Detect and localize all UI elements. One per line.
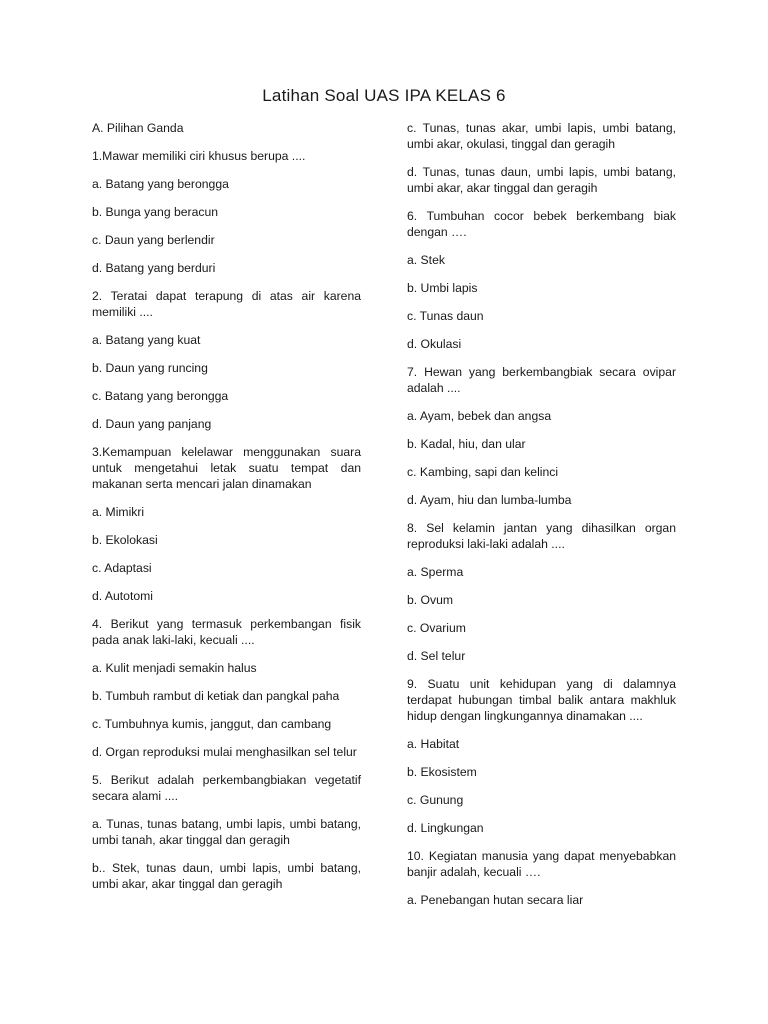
option-4d: d. Organ reproduksi mulai menghasilkan sel telur xyxy=(92,745,357,759)
section-heading: A. Pilihan Ganda xyxy=(92,121,184,135)
option-4a: a. Kulit menjadi semakin halus xyxy=(92,661,257,675)
option-8a: a. Sperma xyxy=(407,565,464,579)
option-3c: c. Adaptasi xyxy=(92,561,152,575)
option-8b: b. Ovum xyxy=(407,593,454,607)
option-9c: c. Gunung xyxy=(407,793,464,807)
option-7b: b. Kadal, hiu, dan ular xyxy=(407,437,526,451)
document-title: Latihan Soal UAS IPA KELAS 6 xyxy=(262,86,506,105)
option-6d: d. Okulasi xyxy=(407,337,462,351)
option-9b: b. Ekosistem xyxy=(407,765,477,779)
option-1b: b. Bunga yang beracun xyxy=(92,205,219,219)
option-2a: a. Batang yang kuat xyxy=(92,333,201,347)
option-3b: b. Ekolokasi xyxy=(92,533,158,547)
option-4b: b. Tumbuh rambut di ketiak dan pangkal paha xyxy=(92,689,340,703)
option-5a: a. Tunas, tunas batang, umbi lapis, umbi batang, umbi tanah, akar tinggal dan geragih xyxy=(92,817,361,847)
option-7c: c. Kambing, sapi dan kelinci xyxy=(407,465,559,479)
option-6b: b. Umbi lapis xyxy=(407,281,478,295)
option-3a: a. Mimikri xyxy=(92,505,145,519)
option-2d: d. Daun yang panjang xyxy=(92,417,212,431)
option-1c: c. Daun yang berlendir xyxy=(92,233,215,247)
option-9a: a. Habitat xyxy=(407,737,460,751)
question-10: 10. Kegiatan manusia yang dapat menyebabkan banjir adalah, kecuali …. xyxy=(407,849,676,879)
option-5d: d. Tunas, tunas daun, umbi lapis, umbi batang, umbi akar, akar tinggal dan geragih xyxy=(407,165,676,195)
option-9d: d. Lingkungan xyxy=(407,821,484,835)
option-6c: c. Tunas daun xyxy=(407,309,484,323)
question-1: 1.Mawar memiliki ciri khusus berupa .... xyxy=(92,149,306,163)
option-1a: a. Batang yang berongga xyxy=(92,177,229,191)
right-column xyxy=(407,120,676,920)
option-4c: c. Tumbuhnya kumis, janggut, dan cambang xyxy=(92,717,332,731)
question-8: 8. Sel kelamin jantan yang dihasilkan organ reproduksi laki-laki adalah .... xyxy=(407,521,676,551)
left-column xyxy=(92,120,361,904)
option-10a: a. Penebangan hutan secara liar xyxy=(407,893,584,907)
question-7: 7. Hewan yang berkembangbiak secara ovipar adalah .... xyxy=(407,365,676,395)
option-2b: b. Daun yang runcing xyxy=(92,361,208,375)
option-8c: c. Ovarium xyxy=(407,621,466,635)
question-6: 6. Tumbuhan cocor bebek berkembang biak dengan …. xyxy=(407,209,676,239)
question-2: 2. Teratai dapat terapung di atas air karena memiliki .... xyxy=(92,289,361,319)
question-5: 5. Berikut adalah perkembangbiakan vegetatif secara alami .... xyxy=(92,773,361,803)
option-6a: a. Stek xyxy=(407,253,445,267)
option-7a: a. Ayam, bebek dan angsa xyxy=(407,409,552,423)
option-5b: b.. Stek, tunas daun, umbi lapis, umbi batang, umbi akar, akar tinggal dan geragih xyxy=(92,861,361,891)
option-7d: d. Ayam, hiu dan lumba-lumba xyxy=(407,493,572,507)
question-4: 4. Berikut yang termasuk perkembangan fisik pada anak laki-laki, kecuali .... xyxy=(92,617,361,647)
option-3d: d. Autotomi xyxy=(92,589,153,603)
option-8d: d. Sel telur xyxy=(407,649,466,663)
option-2c: c. Batang yang berongga xyxy=(92,389,229,403)
option-1d: d. Batang yang berduri xyxy=(92,261,216,275)
question-3: 3.Kemampuan kelelawar menggunakan suara untuk mengetahui letak suatu tempat dan makanan serta mencari jalan dinamakan xyxy=(92,445,361,491)
option-5c: c. Tunas, tunas akar, umbi lapis, umbi batang, umbi akar, okulasi, tinggal dan geragih xyxy=(407,121,676,151)
question-9: 9. Suatu unit kehidupan yang di dalamnya terdapat hubungan timbal balik antara makhluk hidup dengan lingkungannya dinamakan .... xyxy=(407,677,676,723)
